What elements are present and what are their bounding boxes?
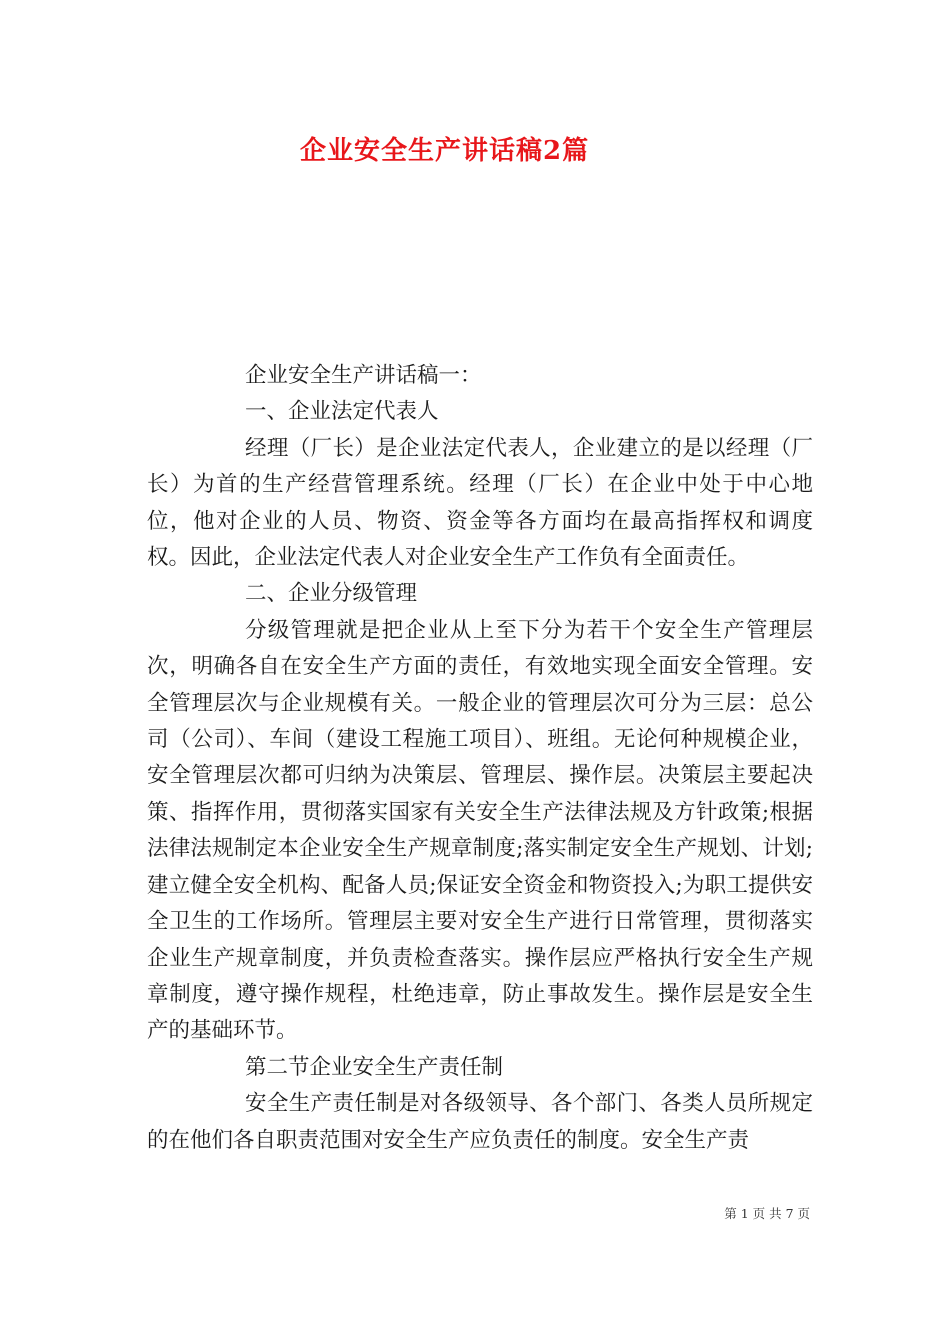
section-heading-legal-representative: 一、企业法定代表人 bbox=[245, 399, 439, 425]
section-heading-tiered-management: 二、企业分级管理 bbox=[245, 581, 418, 607]
paragraph-responsibility-system: 安全生产责任制是对各级领导、各个部门、各类人员所规定的在他们各自职责范围对安全生产应负责任的制度。安全生产责 bbox=[147, 1091, 813, 1153]
paragraph-legal-representative: 经理（厂长）是企业法定代表人，企业建立的是以经理（厂长）为首的生产经营管理系统。经理（厂长）在企业中处于中心地位，他对企业的人员、物资、资金等各方面均在最高指挥权和调度权。因此，企业法定代表人对企业安全生产工作负有全面责任。 bbox=[147, 435, 813, 571]
document-body bbox=[147, 358, 813, 1159]
page-number: 第 1 页 共 7 页 bbox=[724, 1206, 810, 1221]
document-title: 企业安全生产讲话稿2篇 bbox=[300, 136, 590, 166]
section-heading-responsibility-system: 第二节企业安全生产责任制 bbox=[245, 1054, 504, 1080]
paragraph-tiered-management: 分级管理就是把企业从上至下分为若干个安全生产管理层次，明确各自在安全生产方面的责任，有效地实现全面安全管理。安全管理层次与企业规模有关。一般企业的管理层次可分为三层：总公司（公司）、车间（建设工程施工项目）、班组。无论何种规模企业，安全管理层次都可归纳为决策层、管理层、操作层。决策层主要起决策、指挥作用，贯彻落实国家有关安全生产法律法规及方针政策;根据法律法规制定本企业安全生产规章制度;落实制定安全生产规划、计划;建立健全安全机构、配备人员;保证安全资金和物资投入;为职工提供安全卫生的工作场所。管理层主要对安全生产进行日常管理，贯彻落实企业生产规章制度，并负责检查落实。操作层应严格执行安全生产规章制度，遵守操作规程，杜绝违章，防止事故发生。操作层是安全生产的基础环节。 bbox=[147, 617, 813, 1044]
speech-heading: 企业安全生产讲话稿一： bbox=[245, 363, 482, 388]
